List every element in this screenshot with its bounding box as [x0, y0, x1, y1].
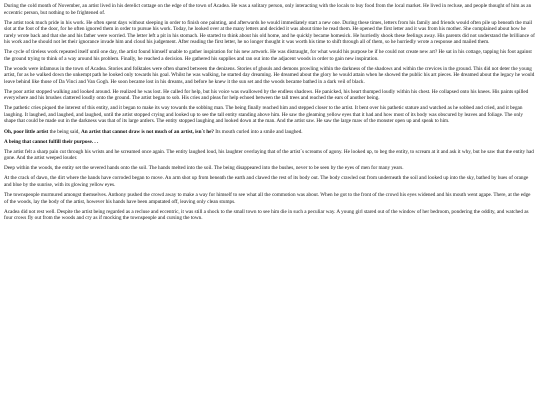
paragraph-9: At the crack of dawn, the dirt where the hands have corroded began to move. An arm shot up from beneath the earth and clawed the rest of its body out. The body crawled out from underneath the soil and looked up into the sky, bathed by hues of orange and blue by the sunrise, with its glowing yellow eyes.	[4, 175, 529, 188]
paragraph-4: The woods were infamous in the town of Acadea. Stories and folktales were often shared between the denizens. Stories of ghouls and demons prowling within the darkness of the shadows and within the crevices in the ground. This did not deter the young artist, for as he walked down the unkempt path he looked only towards his goal. Whilst he was walking, he started day dreaming. He dreamed about the glory he would attain when he showed the public his art pieces. He dreamed about the legacy he would leave behind like those of Da Vinci and Van Gogh. He soon became lost in his dreams, and before he knew it the sun set and the woods became bathed in a dark veil of black.	[4, 65, 535, 85]
quote-bold-1: Oh, poor little artist	[4, 128, 49, 135]
paragraph-6: The pathetic cries piqued the interest of this entity, and it began to make its way towards the sobbing man. The being finally reached him and stepped closer to the artist. It bent over his pathetic stature and watched as he sobbed and cried, and it began laughing. It laughed, and laughed, and laughed, until the artist stopped crying and looked up to see the tall entity standing above him. He saw the gleaming yellow eyes that it had and how most of its body was obscured by leaves and foliage. The only shape that could be made out in the darkness was that of its large antlers. The entity stopped laughing and looked down at the man. And the artist saw. He saw the large maw of the monster open up and speak to him.	[4, 105, 523, 125]
paragraph-3: The cycle of tireless work repeated itself until one day, the artist found himself unable to gather inspiration for his new artwork. He was distraught, for what would his purpose be if he could not create new art? He sat in his cottage, tapping his foot against the ground trying to think of a way around his problem. Finally, he reached a decision. He gathered his supplies and ran out into the adjacent woods in order to gain new inspiration.	[4, 49, 532, 62]
bold-statement: A being that cannot fulfill their purpose. . .	[4, 138, 99, 145]
paragraph-2: The artist took much pride in his work. He often spent days without sleeping in order to finish one painting, and afterwards he would immediately start a new one. During these times, letters from his family and friends would often pile up beneath the mail slot at the foot of the door, for he often ignored them in order to pursue his work. Today, he looked over at the many letters and decided it was about time he read them. He opened the first letter and it was from his mother. She complained about how he rarely wrote back and that she and his father were worried. The letter left a pit in his stomach. He started to think about his old home, and he quickly became homesick. He hurriedly shook these feelings away. His parents did not understand the brilliance of his work and he should not let their ignorance invade him and cloud his judgement. After reading the first letter, he no longer thought it was worth his time to shift through all of them, so he hurriedly wrote a response and mailed them.	[4, 19, 535, 46]
quote-plain-2: Its mouth curled into a smile and laughed.	[214, 128, 303, 135]
paragraph-10: The townspeople murmured amongst themselves. Anthony pushed the crowd away to make a way for himself to see what all the commotion was about. When he got to the front of the crowd his eyes widened and his mouth went agape. There, at the edge of the woods, lay the body of the artist, however his hands have been amputated off, leaving only clean stumps.	[4, 192, 531, 205]
story-document	[4, 3, 536, 225]
paragraph-11: Acadea did not rest well. Despite the artist being regarded as a recluse and eccentric, it was still a shock to the small town to see him die in such a peculiar way. A young girl stared out of the window of her bedroom, pondering the oddity, and watched as four crows fly out from the woods and cry as if mocking the townspeople and cursing the town.	[4, 208, 529, 222]
quote-paragraph	[4, 129, 536, 136]
paragraph-8: Deep within the woods, the entity set the severed hands onto the soil. The hands melted into the soil. The being disappeared into the bushes, never to be seen by the eyes of men for many years.	[4, 165, 404, 172]
quote-bold-2: An artist that cannot draw is not much of an artist, isn´t he?	[80, 128, 214, 135]
quote-plain-1: the being said,	[48, 128, 81, 135]
paragraph-7: The artist felt a sharp pain cut through his wrists and he screamed once again. The entity laughed loud, his laughter overlaying that of the artist´s screams of agony. He looked up, to beg the entity, to scream at it and ask it why, but he saw that the entity had gone. And the artist weeped louder.	[4, 148, 534, 162]
paragraph-5: The poor artist stopped walking and looked around. He realized he was lost. He called for help, but his voice was swallowed by the endless shadows. He panicked, his heart thumped loudly within his chest. He collapsed onto his knees. His paints spilled everywhere and his brushes clattered loudly onto the ground. The artist began to sob. His cries and pleas for help echoed between the tall trees and reached the ears of another being.	[4, 88, 529, 102]
paragraph-1: During the cold month of November, an artist lived in his derelict cottage on the edge of the town of Acadea. He was a solitary person, only interacting with the locals to buy food from the local market. He lived in recluse, and people thought of him as an eccentric person, but nothing to be frightened of.	[4, 3, 532, 16]
